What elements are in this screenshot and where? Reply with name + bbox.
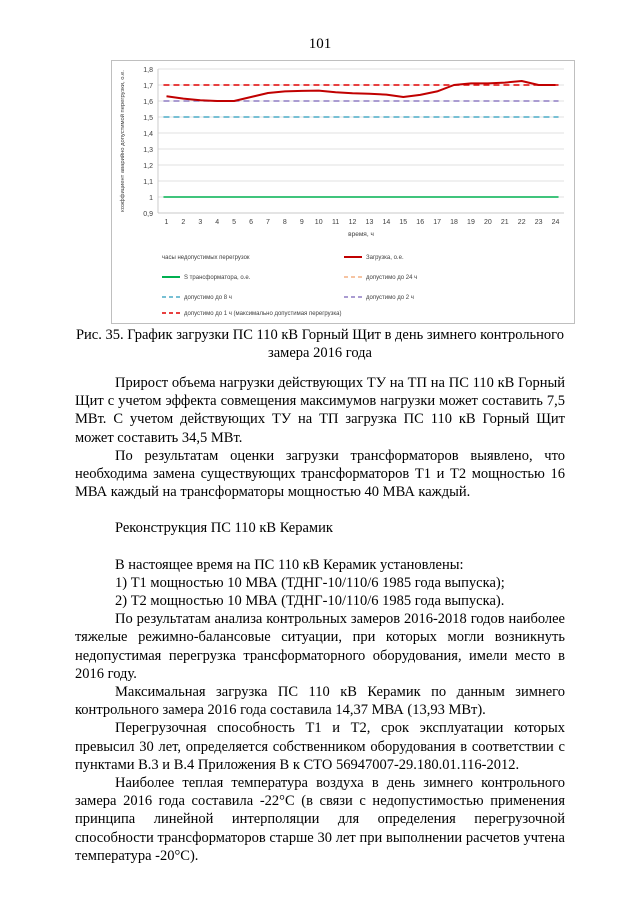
legend-entry: допустимо до 2 ч (366, 295, 414, 301)
body-text (75, 374, 565, 865)
y-tick-label: 0,9 (143, 211, 153, 218)
y-tick-label: 1,1 (143, 179, 153, 186)
x-tick-label: 10 (314, 219, 323, 226)
y-tick-label: 1,4 (143, 131, 153, 138)
x-tick-label: 12 (348, 219, 357, 226)
x-tick-label: 9 (299, 219, 304, 226)
legend-entry: S трансформатора, о.е. (184, 275, 251, 281)
y-tick-label: 1,3 (143, 147, 153, 154)
legend-entry: допустимо до 24 ч (366, 275, 418, 281)
legend-entry: Загрузка, о.е. (366, 255, 404, 261)
x-tick-label: 1 (164, 219, 169, 226)
x-tick-label: 16 (416, 219, 425, 226)
paragraph: 2) Т2 мощностью 10 МВА (ТДНГ-10/110/6 1985 года выпуска). (115, 593, 505, 610)
x-tick-label: 7 (266, 219, 270, 226)
figure-caption: Рис. 35. График загрузки ПС 110 кВ Горный Щит в день зимнего контрольного замера 2016 года (75, 327, 565, 361)
legend-entry: допустимо до 8 ч (184, 295, 232, 301)
chart-svg (112, 61, 574, 323)
x-tick-label: 8 (282, 219, 287, 226)
x-tick-label: 23 (534, 219, 543, 226)
y-tick-label: 1,6 (143, 99, 153, 106)
x-tick-label: 4 (215, 219, 220, 226)
x-tick-label: 2 (181, 219, 186, 226)
x-tick-label: 15 (399, 219, 408, 226)
x-tick-label: 20 (483, 219, 492, 226)
series-line-load (167, 81, 556, 101)
x-tick-label: 22 (517, 219, 526, 226)
page-number: 101 (308, 36, 332, 52)
x-tick-label: 14 (382, 219, 391, 226)
paragraph: По результатам анализа контрольных замеров 2016-2018 годов наиболее тяжелые режимно-балансовые ситуации, при которых могли возникнуть недопустимая перегрузка трансформаторного оборудования, имели место в 2016 году. (75, 611, 565, 682)
y-tick-label: 1,7 (143, 83, 153, 90)
paragraph: В настоящее время на ПС 110 кВ Керамик установлены: (115, 556, 464, 573)
x-tick-label: 11 (331, 219, 340, 226)
x-tick-label: 24 (551, 219, 560, 226)
paragraph: Прирост объема нагрузки действующих ТУ на ТП на ПС 110 кВ Горный Щит с учетом эффекта совмещения максимумов нагрузки может составить 7,5 МВт. С учетом действующих ТУ на ТП загрузка ПС 110 кВ Горный Щит может составить 34,5 МВт. (75, 375, 565, 446)
x-tick-label: 6 (249, 219, 253, 226)
x-tick-label: 17 (433, 219, 442, 226)
legend-entry: допустимо до 1 ч (максимально допустимая перегрузка) (184, 311, 342, 317)
y-tick-label: 1 (149, 195, 153, 202)
y-axis-label: коэффициент аварийно допустимой перегрузки, о.е. (120, 70, 126, 212)
legend-entry: часы недопустимых перегрузок (162, 255, 250, 261)
load-chart (111, 60, 575, 324)
paragraph: По результатам оценки загрузки трансформаторов выявлено, что необходима замена существующих трансформаторов Т1 и Т2 мощностью 16 МВА каждый на трансформаторы мощностью 40 МВА каждый. (75, 447, 565, 501)
x-axis-label: время, ч (348, 231, 374, 238)
x-tick-label: 3 (198, 219, 203, 226)
x-tick-label: 19 (467, 219, 475, 226)
y-tick-label: 1,8 (143, 67, 153, 74)
paragraph: 1) Т1 мощностью 10 МВА (ТДНГ-10/110/6 1985 года выпуска); (115, 574, 505, 591)
x-tick-label: 13 (365, 219, 374, 226)
paragraph: Перегрузочная способность Т1 и Т2, срок эксплуатации которых превысил 30 лет, определяется собственником оборудования в соответствии с пунктами В.3 и В.4 Приложения В к СТО 56947007-29.180.01.116-2012. (75, 720, 565, 773)
x-tick-label: 18 (450, 219, 458, 226)
y-tick-label: 1,5 (143, 115, 153, 122)
paragraph: Реконструкция ПС 110 кВ Керамик (115, 520, 333, 537)
paragraph: Максимальная загрузка ПС 110 кВ Керамик по данным зимнего контрольного замера 2016 года составила 14,37 МВА (13,93 МВт). (75, 684, 565, 719)
paragraph: Наиболее теплая температура воздуха в день зимнего контрольного замера 2016 года составила -22°С (в связи с недопустимостью применения принципа линейной интерполяции для определения перегрузочной способности трансформаторов старше 30 лет при выполнении расчетов учтена температура -20°С). (75, 775, 565, 864)
x-tick-label: 5 (232, 219, 237, 226)
x-tick-label: 21 (500, 219, 509, 226)
y-tick-label: 1,2 (143, 163, 153, 170)
